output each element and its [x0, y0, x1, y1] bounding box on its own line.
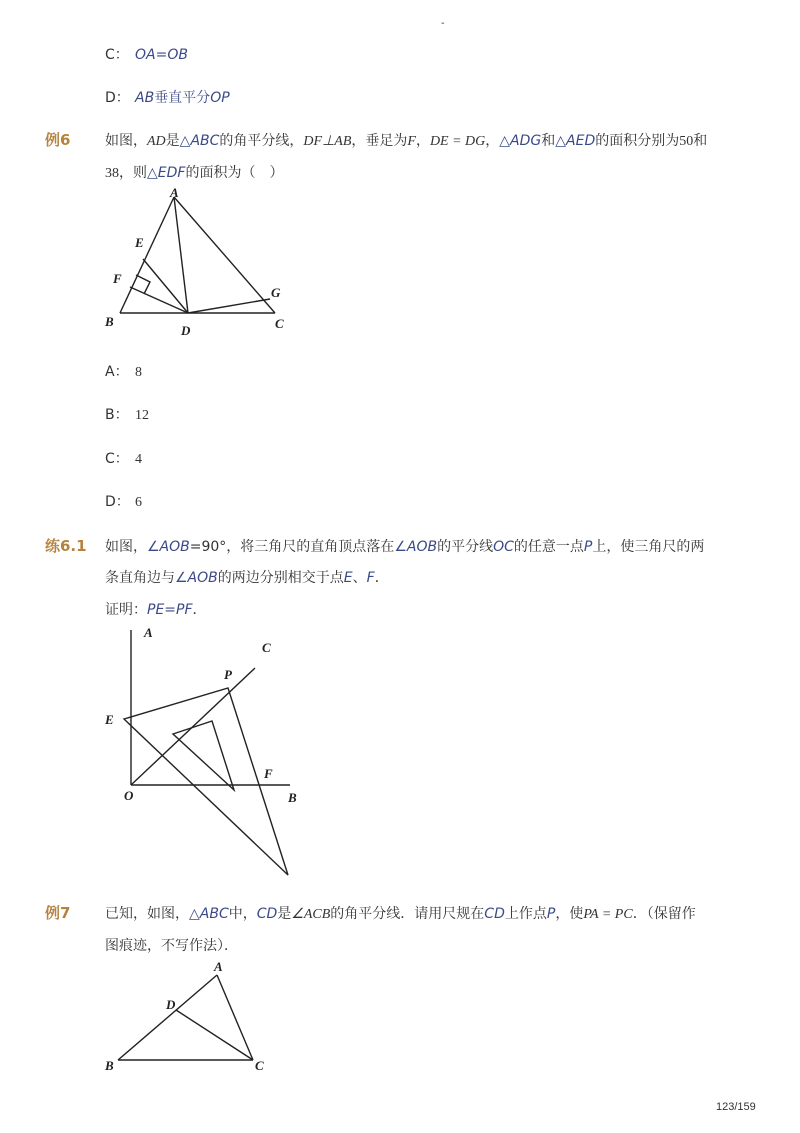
label-E: E [135, 235, 144, 250]
option-value: 6 [135, 495, 142, 510]
label-G: G [271, 285, 281, 300]
prev-option-d[interactable] [105, 88, 230, 108]
math: F [407, 134, 416, 149]
example-7-text-line-1 [105, 904, 696, 925]
text: 条直角边与 [105, 570, 175, 586]
math: PA = PC [583, 907, 633, 922]
option-content: OA=OB [135, 47, 188, 63]
text: 如图， [105, 539, 147, 555]
practice-6-1-text-line-2 [105, 568, 389, 588]
label-B: B [105, 314, 114, 329]
option-letter: C： [105, 451, 129, 467]
option-value: 4 [135, 452, 142, 467]
option-content-text: 垂直平分 [154, 90, 211, 106]
math: AD [147, 134, 166, 149]
math: DF⊥AB [303, 134, 352, 149]
text: 是 [165, 133, 180, 149]
option-value: 8 [135, 365, 142, 380]
prev-option-c[interactable] [105, 45, 188, 65]
example-6-option-a[interactable] [105, 362, 142, 383]
example-6-figure [95, 185, 310, 340]
example-6-option-c[interactable] [105, 449, 142, 470]
text: 的角平分线， [219, 133, 304, 149]
math: △AED [555, 133, 596, 149]
text: 是 [277, 906, 292, 922]
example-7-label: 例7 [45, 904, 71, 922]
text: ． [374, 570, 389, 586]
example-6-option-d[interactable] [105, 492, 142, 513]
text: 的平分线 [437, 539, 494, 555]
math: ∠ACB [291, 907, 331, 922]
math: P [546, 906, 556, 922]
example-7-figure [100, 955, 280, 1080]
practice-6-1-proof [105, 600, 207, 620]
option-letter: D： [105, 494, 130, 510]
option-content-math: AB [135, 90, 155, 106]
math: △ABC [189, 906, 229, 922]
text: 的面积分别为 [595, 133, 680, 149]
math: ∠AOB [147, 539, 190, 555]
text: ，垂足为 [351, 133, 408, 149]
math: F [366, 570, 375, 586]
text: 的角平分线．请用尺规在 [330, 906, 485, 922]
text: ．（保留作 [632, 906, 696, 922]
label-D: D [181, 323, 191, 338]
option-letter: B： [105, 407, 129, 423]
math: ∠AOB [175, 570, 218, 586]
practice-6-1-label: 练6.1 [45, 537, 87, 555]
label-B: B [288, 790, 297, 805]
text: 和 [693, 133, 708, 149]
text: 和 [541, 133, 556, 149]
example-6-text-line-2 [105, 163, 283, 184]
math: P [583, 539, 593, 555]
number: 38 [105, 166, 119, 181]
label-F: F [264, 766, 273, 781]
text: 已知，如图， [105, 906, 189, 922]
text: ， [485, 133, 500, 149]
label-O: O [124, 788, 134, 803]
text: 的任意一点 [513, 539, 584, 555]
math: CD [484, 906, 505, 922]
text: ． [192, 602, 207, 618]
text: ，则 [119, 165, 147, 181]
text: ， [415, 133, 430, 149]
label-P: P [224, 667, 232, 682]
option-letter: C： [105, 47, 129, 63]
top-mark: - [441, 18, 445, 29]
text: 中， [228, 906, 257, 922]
label-C: C [262, 640, 271, 655]
example-6-label: 例6 [45, 131, 71, 149]
text: 的面积为（ ） [185, 165, 284, 181]
text: 的两边分别相交于点 [217, 570, 344, 586]
math: △ADG [499, 133, 542, 149]
practice-6-1-text-line-1 [105, 537, 704, 557]
label-C: C [275, 316, 284, 331]
text: 、 [352, 570, 367, 586]
label-F: F [113, 271, 122, 286]
example-6-text-line-1 [105, 131, 707, 152]
math: E [343, 570, 353, 586]
example-6-option-b[interactable] [105, 405, 149, 426]
text: 如图， [105, 133, 147, 149]
label-A: A [144, 625, 153, 640]
math: △EDF [147, 165, 186, 181]
label-A: A [214, 959, 223, 974]
number: 50 [679, 134, 694, 149]
option-value: 12 [135, 408, 149, 423]
label-D: D [166, 997, 176, 1012]
label-C: C [255, 1058, 264, 1073]
math: OC [493, 539, 514, 555]
option-letter: A： [105, 364, 129, 380]
math: ∠AOB [394, 539, 438, 555]
text: 证明： [105, 602, 147, 618]
text: 上作点 [504, 906, 547, 922]
option-letter: D： [105, 90, 130, 106]
practice-6-1-figure [100, 620, 320, 885]
page-number: 123/159 [716, 1101, 756, 1113]
example-7-text-line-2: 图痕迹，不写作法）． [105, 938, 238, 954]
math: △ABC [179, 133, 220, 149]
math: CD [256, 906, 278, 922]
label-E: E [105, 712, 114, 727]
text: ，使 [555, 906, 584, 922]
math: DE = DG [429, 134, 486, 149]
math: PE=PF [147, 602, 193, 618]
label-B: B [105, 1058, 114, 1073]
option-content-math-2: OP [210, 90, 230, 106]
text: 上，使三角尺的两 [592, 539, 705, 555]
label-A: A [170, 185, 179, 200]
text: =90°，将三角尺的直角顶点落在 [189, 539, 395, 555]
